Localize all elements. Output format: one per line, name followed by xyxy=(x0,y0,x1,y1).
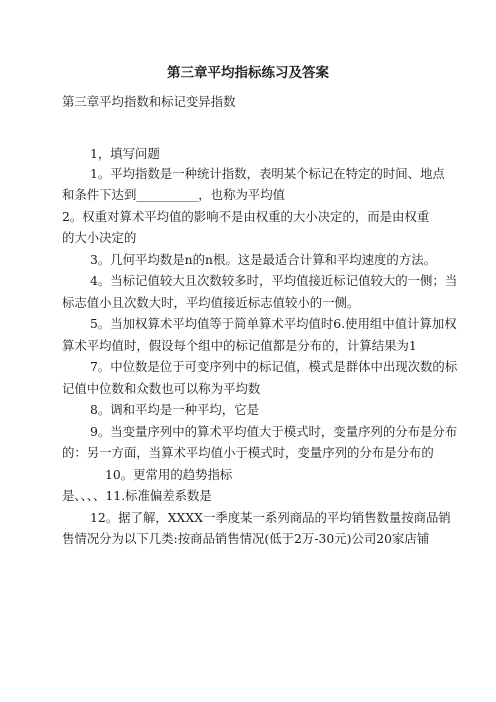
document-title: 第三章平均指标练习及答案 xyxy=(167,65,329,81)
text-line: 售情况分为以下几类:按商品销售情况(低于2万-30元)公司20家店铺 xyxy=(62,531,430,546)
text-line: 12。据了解，XXXX一季度某一系列商品的平均销售数量按商品销 xyxy=(90,510,451,525)
text-line: 1。平均指数是一种统计指数，表明某个标记在特定的时间、地点 xyxy=(90,166,445,181)
text-line: 是、、、、11.标准偏差系数是 xyxy=(62,488,212,503)
text-line: 10。更常用的趋势指标 xyxy=(105,467,233,482)
text-line: 的：另一方面，当算术平均值小于模式时，变量序列的分布是分布的 xyxy=(62,445,434,460)
text-line: 7。中位数是位于可变序列中的标记值，模式是群体中出现次数的标 xyxy=(90,359,458,374)
text-line: 的大小决定的 xyxy=(62,230,137,245)
text-line: 2。权重对算术平均值的影响不是由权重的大小决定的，而是由权重 xyxy=(62,209,430,224)
text-line: 和条件下达到__________，也称为平均值 xyxy=(62,187,286,202)
text-line: 9。当变量序列中的算术平均值大于模式时，变量序列的分布是分布 xyxy=(90,424,458,439)
text-line: 3。几何平均数是n的n根。这是最适合计算和平均速度的方法。 xyxy=(90,252,436,267)
text-line: 8。调和平均是一种平均，它是 xyxy=(90,402,259,417)
text-line: 1，填写问题 xyxy=(90,146,160,161)
text-line: 算术平均值时，假设每个组中的标记值都是分布的，计算结果为1 xyxy=(62,338,417,353)
document-subtitle: 第三章平均指数和标记变异指数 xyxy=(62,94,236,109)
text-line: 标志值小且次数大时，平均值接近标志值较小的一侧。 xyxy=(62,295,360,310)
text-line: 记值中位数和众数也可以称为平均数 xyxy=(62,381,261,396)
text-line: 4。当标记值较大且次数较多时，平均值接近标记值较大的一侧；当 xyxy=(90,273,458,288)
text-line: 5。当加权算术平均值等于简单算术平均值时6.使用组中值计算加权 xyxy=(90,316,457,331)
